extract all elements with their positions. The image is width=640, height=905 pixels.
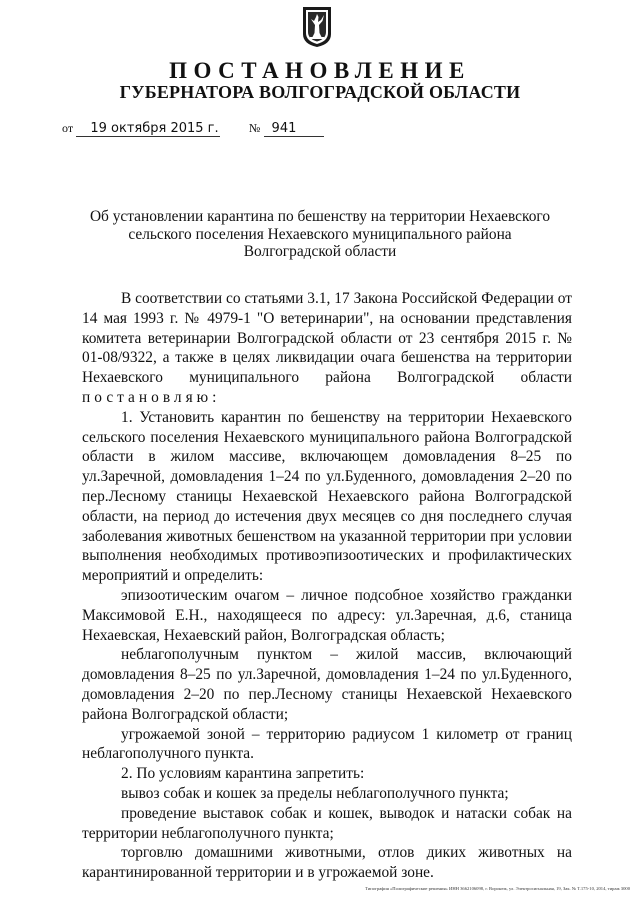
document-type-heading: ПОСТАНОВЛЕНИЕ: [169, 58, 471, 83]
date-number-line: [62, 120, 324, 137]
item-2b-paragraph: проведение выставок собак и кошек, выводок и натаски собак на территории неблагополучного пункта;: [82, 804, 572, 842]
number-label: №: [248, 121, 261, 135]
item-2a-paragraph: вывоз собак и кошек за пределы неблагополучного пункта;: [121, 784, 509, 802]
item-1b-paragraph: неблагополучным пунктом – жилой массив, включающий домовладения 8–25 по ул.Заречной, домовладения 1–24 по ул.Буденного, домовладения 2–20 по пер.Лесному станицы Нехаевской Нехаевского района Волгоградской области;: [82, 646, 572, 723]
number-value: 941: [264, 122, 324, 137]
document-title: Об установлении карантина по бешенству на территории Нехаевского сельского поселения Нехаевского муниципального района Волгоградской области: [89, 208, 551, 260]
document-body: [82, 289, 572, 883]
preamble-paragraph: [82, 289, 572, 408]
coat-of-arms-icon: [302, 6, 332, 48]
item-1-paragraph: 1. Установить карантин по бешенству на территории Нехаевского сельского поселения Нехаевского муниципального района Волгоградской области в жилом массиве, включающем домовладения 8–25 по ул.Заречной, домовладения 1–24 по ул.Буденного, домовладения 2–20 по пер.Лесному станицы Нехаевской Нехаевского района Волгоградской области, на период до истечения двух месяцев со дня последнего случая заболевания животных бешенством на указанной территории при условии выполнения необходимых противоэпизоотических и профилактических мероприятий и определить:: [82, 408, 572, 585]
item-2c-paragraph: торговлю домашними животными, отлов диких животных на карантинированной территории и в угрожаемой зоне.: [82, 844, 572, 882]
date-label: от: [62, 121, 74, 135]
item-1c-paragraph: угрожаемой зоной – территорию радиусом 1 километр от границ неблагополучного пункта.: [82, 725, 572, 763]
item-2-paragraph: 2. По условиям карантина запретить:: [121, 765, 365, 783]
date-value: 19 октября 2015 г.: [76, 122, 220, 137]
printing-house-note: Типография «Полиграфические решения» ИНН 3662106098, г. Воронеж, ул. Электросигнальная, 19, Зак. № Т.175-10, 2014, тираж 3000: [365, 886, 630, 891]
issuer-heading: ГУБЕРНАТОРА ВОЛГОГРАДСКОЙ ОБЛАСТИ: [119, 82, 521, 102]
preamble-text: В соответствии со статьями 3.1, 17 Закона Российской Федерации от 14 мая 1993 г. № 4979-1 "О ветеринарии", на основании представления комитета ветеринарии Волгоградской области от 23 сентября 2015 г. № 01-08/9322, а также в целях ликвидации очага бешенства на территории Нехаевского муниципального района Волгоградской области: [82, 290, 572, 387]
item-1a-paragraph: эпизоотическим очагом – личное подсобное хозяйство гражданки Максимовой Е.Н., находящееся по адресу: ул.Заречная, д.6, станица Нехаевская, Нехаевский район, Волгоградская область;: [82, 586, 572, 644]
decree-word: постановляю:: [82, 388, 221, 406]
